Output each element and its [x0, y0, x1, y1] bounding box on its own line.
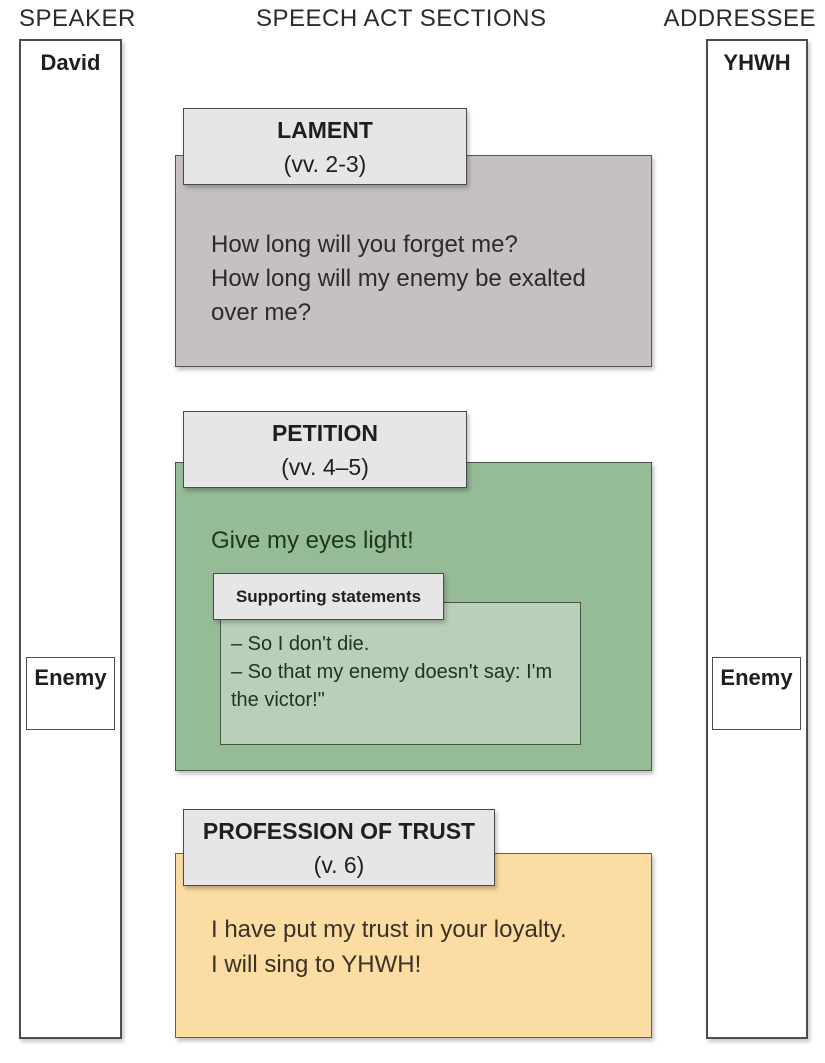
- profession-text: [211, 912, 567, 982]
- addressee-column: [706, 39, 808, 1039]
- lament-line: How long will my enemy be exalted: [211, 265, 586, 292]
- petition-label-box: [183, 411, 467, 488]
- petition-title: PETITION: [271, 419, 379, 446]
- supporting-statements-text: [231, 630, 552, 714]
- profession-title: PROFESSION OF TRUST: [202, 817, 476, 844]
- petition-verses: (vv. 4–5): [281, 453, 369, 480]
- lament-line: over me?: [211, 299, 312, 326]
- sections-column-header: SPEECH ACT SECTIONS: [256, 5, 547, 32]
- addressee-enemy-box: [712, 657, 801, 730]
- lament-title: LAMENT: [277, 116, 373, 143]
- lament-text: [211, 228, 586, 330]
- addressee-name: YHWH: [723, 50, 791, 75]
- supporting-line: – So I don't die.: [231, 633, 370, 655]
- speaker-column: [19, 39, 122, 1039]
- supporting-line: the victor!": [231, 689, 325, 711]
- profession-line: I have put my trust in your loyalty.: [211, 916, 567, 943]
- speaker-column-header: SPEAKER: [19, 5, 136, 32]
- addressee-enemy-label: Enemy: [720, 665, 793, 690]
- lament-line: How long will you forget me?: [211, 231, 518, 258]
- lament-verses: (vv. 2-3): [283, 150, 367, 177]
- supporting-statements-label: Supporting statements: [235, 586, 422, 606]
- supporting-statements-label-box: [213, 573, 444, 620]
- profession-line: I will sing to YHWH!: [211, 951, 422, 978]
- speaker-enemy-label: Enemy: [34, 665, 107, 690]
- petition-line: Give my eyes light!: [211, 527, 414, 554]
- speaker-name: David: [40, 50, 101, 75]
- petition-text: [211, 524, 414, 558]
- supporting-line: – So that my enemy doesn't say: I'm: [231, 661, 553, 683]
- speaker-enemy-box: [26, 657, 115, 730]
- profession-verses: (v. 6): [313, 851, 365, 878]
- lament-label-box: [183, 108, 467, 185]
- profession-label-box: [183, 809, 495, 886]
- addressee-column-header: ADDRESSEE: [663, 5, 816, 32]
